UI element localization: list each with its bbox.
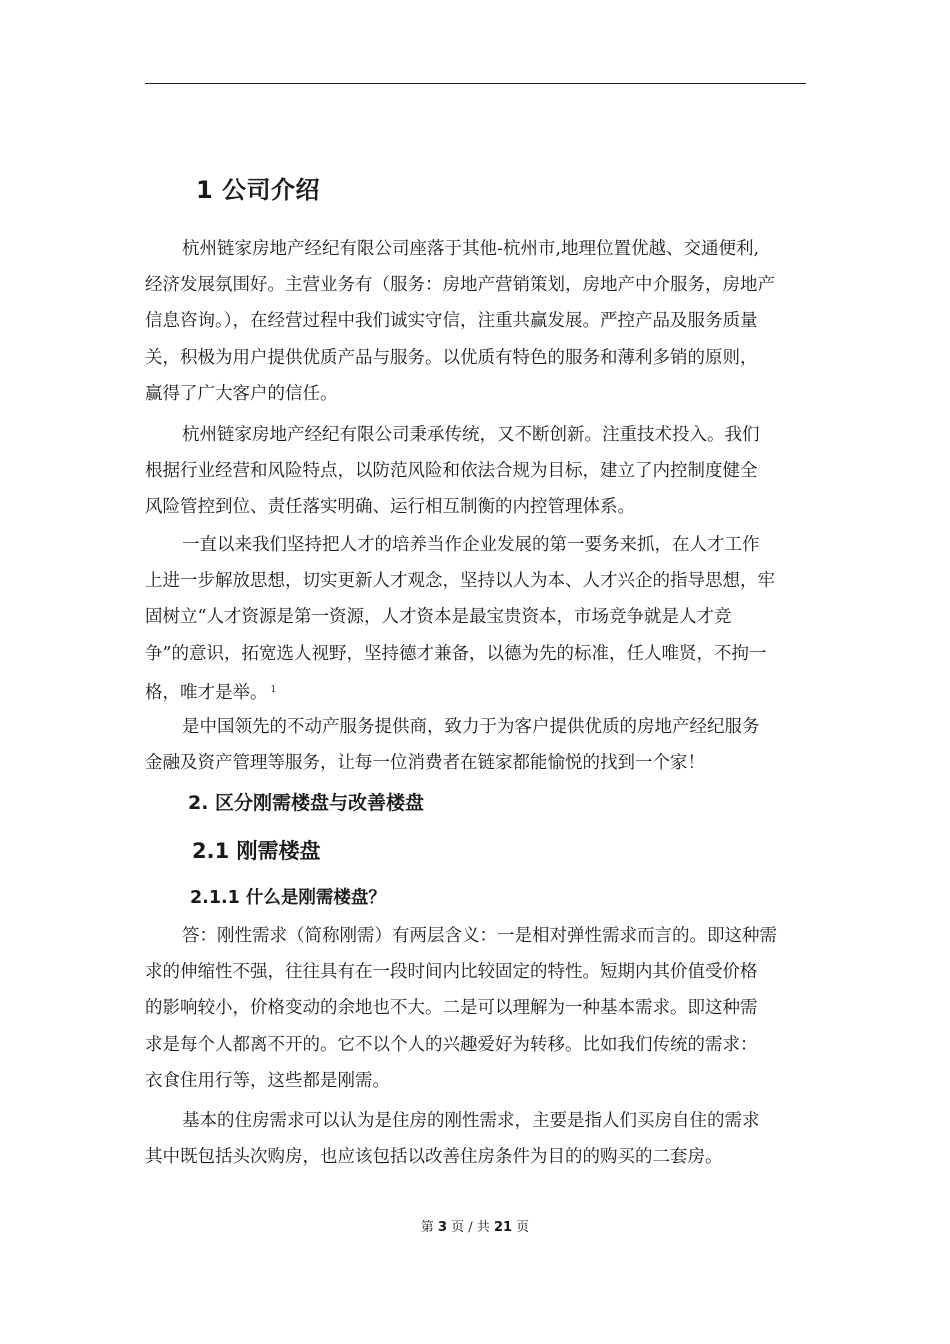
text-line: 衣食住用行等，这些都是刚需。 [145, 1070, 390, 1091]
paragraph-tradition [145, 417, 810, 526]
footer-current-page: 3 [437, 1220, 447, 1235]
paragraph-answer [145, 918, 810, 1099]
footer-mid: 页 / 共 [451, 1220, 490, 1235]
text-line: 争”的意识，拓宽选人视野，坚持德才兼备，以德为先的标准，任人唯贤，不拘一 [145, 643, 767, 664]
paragraph-housing [145, 1103, 810, 1175]
text-line: 求的伸缩性不强，往往具有在一段时间内比较固定的特性。短期内其价值受价格 [145, 962, 758, 983]
footer-prefix: 第 [420, 1220, 434, 1235]
header-rule [145, 83, 806, 84]
text-line: 基本的住房需求可以认为是住房的刚性需求，主要是指人们买房自住的需求 [182, 1111, 760, 1131]
text-line-content: 格，唯才是举。 [145, 682, 268, 703]
text-line: 固树立“人才资源是第一资源，人才资本是最宝贵资本，市场竞争就是人才竞 [145, 607, 732, 628]
text-line: 信息咨询。），在经营过程中我们诚实守信，注重共赢发展。严控产品及服务质量 [145, 311, 758, 332]
text-line: 求是每个人都离不开的。它不以个人的兴趣爱好为转移。比如我们传统的需求： [145, 1034, 758, 1055]
text-line: 的影响较小，价格变动的余地也不大。二是可以理解为一种基本需求。即这种需 [145, 998, 758, 1019]
heading-rigid-demand: 2.1 刚需楼盘 [192, 839, 321, 863]
text-line: 其中既包括头次购房，也应该包括以改善住房条件为目的的购买的二套房。 [145, 1147, 723, 1168]
footnote-marker[interactable]: 1 [270, 684, 277, 695]
text-line: 一直以来我们坚持把人才的培养当作企业发展的第一要务来抓，在人才工作 [182, 535, 760, 555]
heading-distinguish: 2. 区分刚需楼盘与改善楼盘 [188, 792, 425, 814]
footer-total-pages: 21 [493, 1220, 513, 1235]
footer-suffix: 页 [516, 1220, 530, 1235]
text-line: 杭州链家房地产经纪有限公司秉承传统，又不断创新。注重技术投入。我们 [182, 425, 760, 445]
text-line: 是中国领先的不动产服务提供商，致力于为客户提供优质的房地产经纪服务 [182, 717, 760, 737]
paragraph-leader [145, 709, 810, 781]
heading-company-intro: 1 公司介绍 [196, 176, 321, 204]
text-line: 赢得了广大客户的信任。 [145, 383, 338, 404]
text-line: 金融及资产管理等服务，让每一位消费者在链家都能愉悦的找到一个家！ [145, 753, 705, 774]
text-line: 关，积极为用户提供优质产品与服务。以优质有特色的服务和薄利多销的原则， [145, 347, 758, 368]
text-line: 答：刚性需求（简称刚需）有两层含义：一是相对弹性需求而言的。即这种需 [182, 926, 777, 946]
text-line: 杭州链家房地产经纪有限公司座落于其他-杭州市,地理位置优越、交通便利, [182, 239, 760, 259]
text-line: 根据行业经营和风险特点，以防范风险和依法合规为目标，建立了内控制度健全 [145, 461, 758, 482]
page-footer [0, 1216, 950, 1235]
text-line: 风险管控到位、责任落实明确、运行相互制衡的内控管理体系。 [145, 497, 635, 518]
paragraph-intro [145, 231, 810, 412]
text-line [145, 672, 810, 711]
text-line: 上进一步解放思想，切实更新人才观念，坚持以人为本、人才兴企的指导思想，牢 [145, 571, 775, 592]
paragraph-talent [145, 527, 810, 711]
text-line: 经济发展氛围好。主营业务有（服务：房地产营销策划，房地产中介服务，房地产 [145, 275, 775, 296]
heading-what-is-rigid: 2.1.1 什么是刚需楼盘？ [190, 888, 386, 908]
